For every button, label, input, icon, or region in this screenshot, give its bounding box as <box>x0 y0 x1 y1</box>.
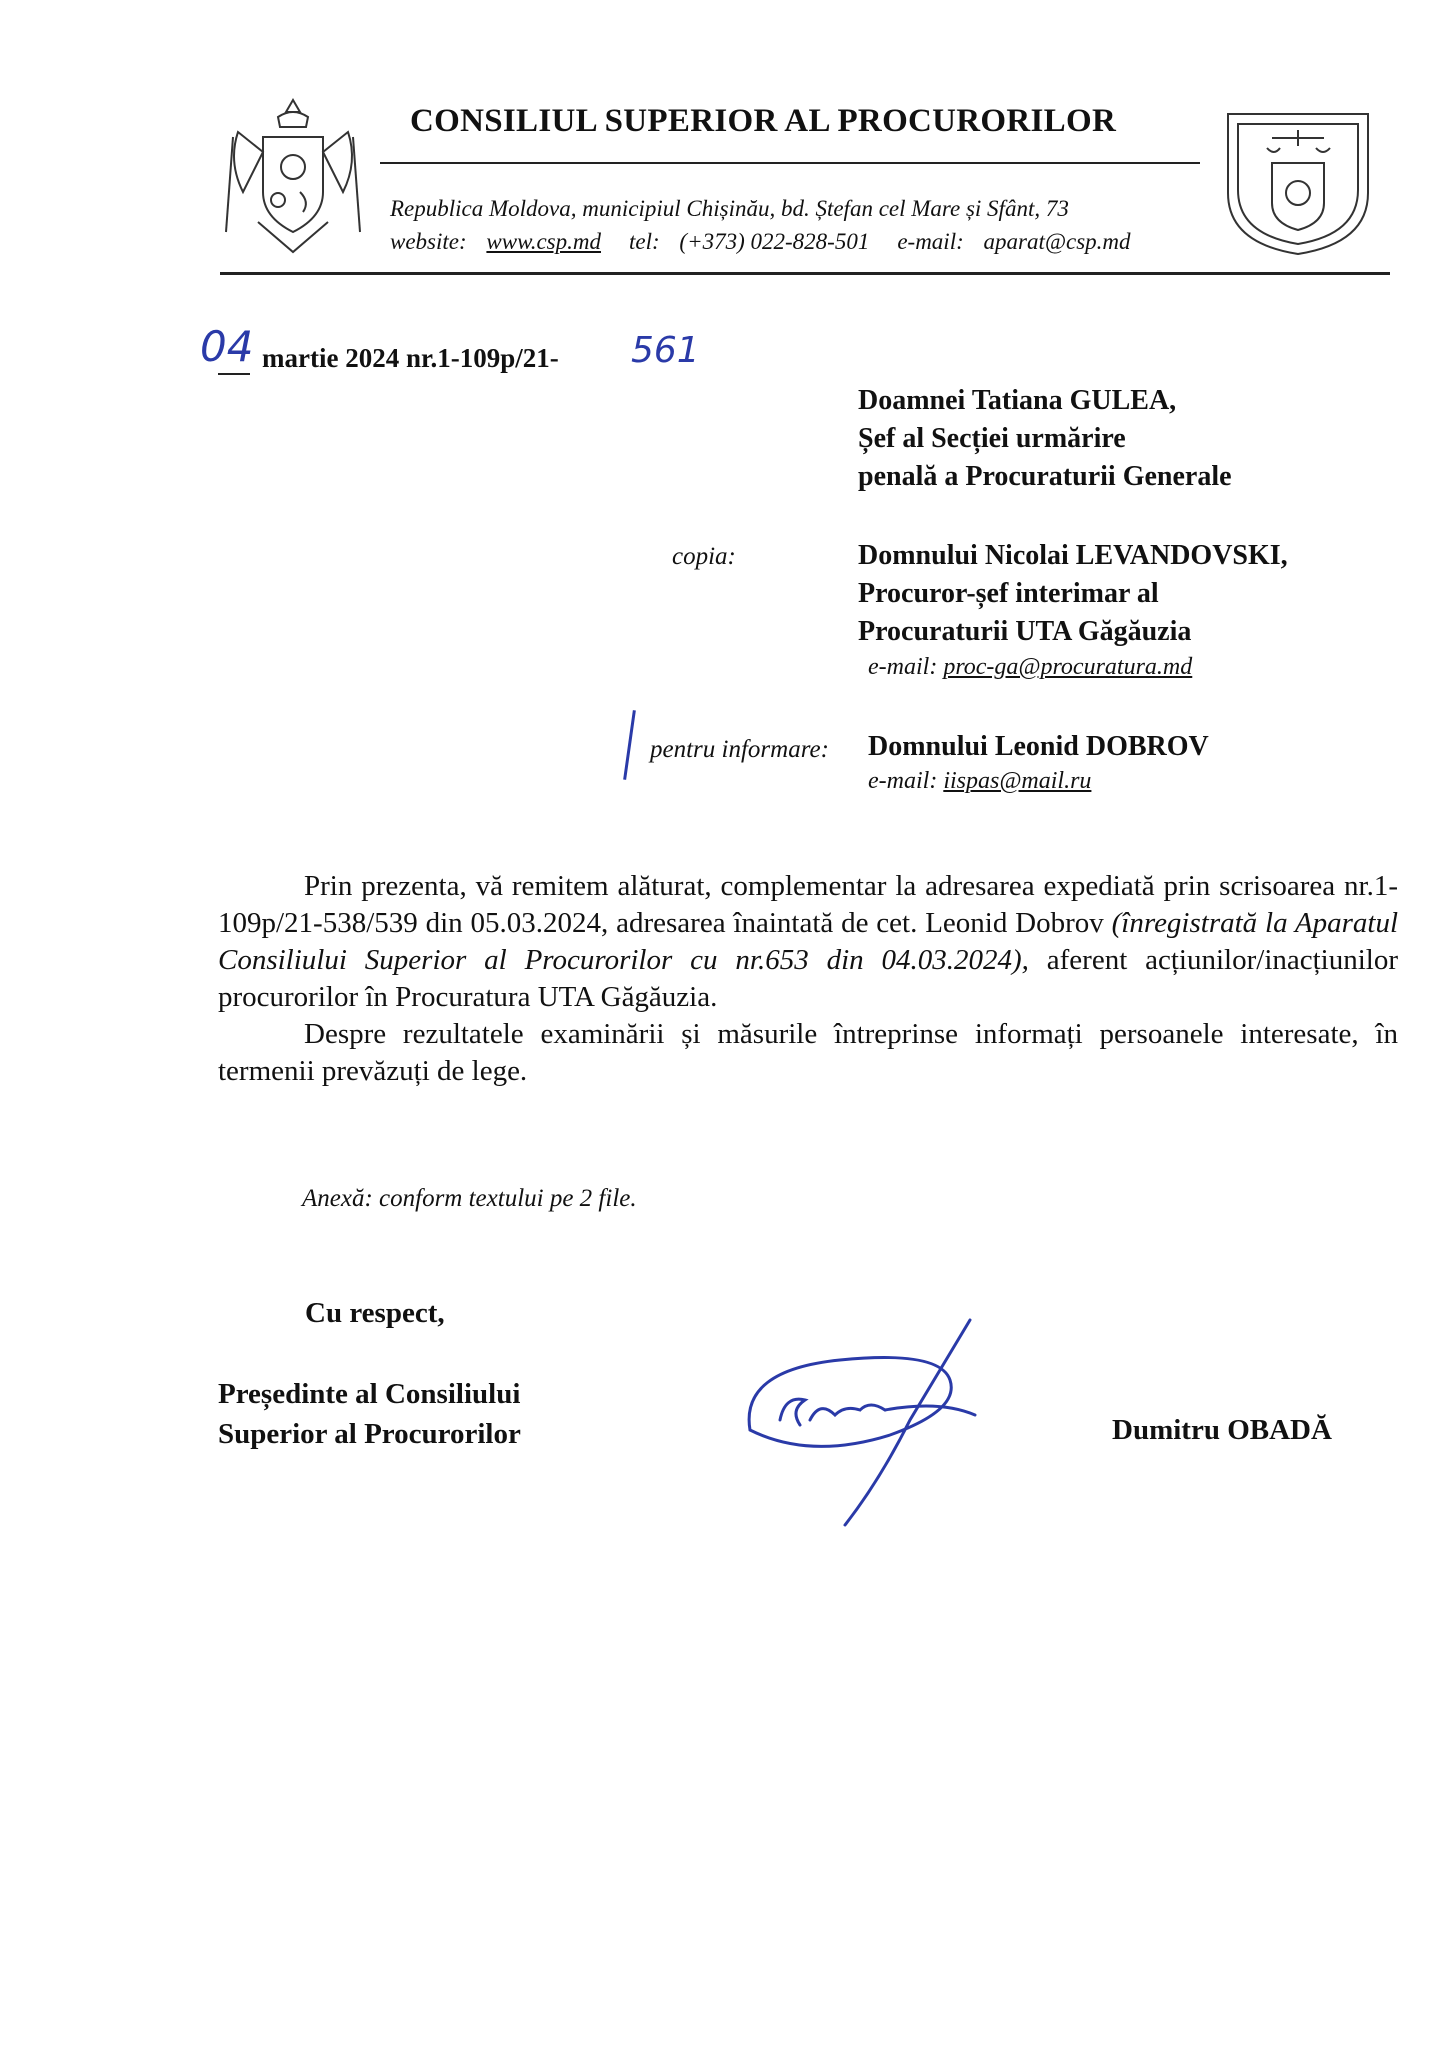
copy-email-address[interactable]: proc-ga@procuratura.md <box>943 654 1193 680</box>
info-email <box>868 768 1091 795</box>
email-address[interactable]: aparat@csp.md <box>983 229 1131 254</box>
copy-line-3: Procuraturii UTA Găgăuzia <box>858 616 1192 647</box>
signatory-title <box>218 1374 521 1454</box>
moldova-coat-of-arms-emblem <box>218 92 368 257</box>
website-label: website: <box>390 229 467 254</box>
copy-email-label: e-mail: <box>868 654 938 680</box>
body-text-b: aferent acțiunilor/inacțiunilor procurorilor în Procuratura UTA Găgăuzia. <box>218 944 1399 1013</box>
recipient-line-3: penală a Procuraturii Generale <box>858 461 1232 492</box>
closing-phrase: Cu respect, <box>305 1297 445 1329</box>
copy-line-1: Domnului Nicolai LEVANDOVSKI, <box>858 540 1288 571</box>
header-bottom-rule <box>220 272 1390 275</box>
copy-line-2: Procuror-șef interimar al <box>858 578 1159 609</box>
info-label: pentru informare: <box>650 736 829 763</box>
body-paragraph-1 <box>218 868 1398 1016</box>
annex-note: Anexă: conform textului pe 2 file. <box>302 1185 637 1212</box>
institution-title: CONSILIUL SUPERIOR AL PROCURORILOR <box>410 103 1117 139</box>
letter-body <box>218 868 1398 1090</box>
date-underline <box>218 373 250 375</box>
tel-number: (+373) 022-828-501 <box>679 229 870 254</box>
handwritten-number: 561 <box>631 330 700 371</box>
signatory-title-line-1: Președinte al Consiliului <box>218 1378 521 1410</box>
body-text-italic: (înregistrată la Aparatul Consiliului Superior al Procurorilor cu nr.653 din 04.03.2024), <box>218 907 1399 976</box>
website-link[interactable]: www.csp.md <box>486 229 601 254</box>
tel-label: tel: <box>629 229 660 254</box>
info-name: Domnului Leonid DOBROV <box>868 731 1209 762</box>
body-paragraph-2: Despre rezultatele examinării și măsurile întreprinse informați persoanele interesate, în termenii prevăzuți de lege. <box>218 1018 1398 1087</box>
institution-address: Republica Moldova, municipiul Chișinău, bd. Ștefan cel Mare și Sfânt, 73 <box>390 196 1069 221</box>
recipient-line-2: Șef al Secției urmărire <box>858 423 1126 454</box>
handwritten-day: 04 <box>200 322 254 371</box>
copy-label: copia: <box>672 543 736 570</box>
email-label: e-mail: <box>897 229 964 254</box>
signatory-name: Dumitru OBADĂ <box>1112 1414 1332 1446</box>
body-text-a: Prin prezenta, vă remitem alăturat, complementar la adresarea expediată prin scrisoarea nr.1-109p/21-538/539 din 05.03.2024, adresarea înaintată de cet. Leonid Dobrov <box>218 870 1398 939</box>
signatory-title-line-2: Superior al Procurorilor <box>218 1418 521 1450</box>
info-email-label: e-mail: <box>868 768 938 794</box>
header-divider <box>380 162 1200 164</box>
info-email-address[interactable]: iispas@mail.ru <box>943 768 1092 794</box>
handwritten-signature <box>710 1310 1000 1530</box>
recipient-line-1: Doamnei Tatiana GULEA, <box>858 385 1177 416</box>
institution-contacts <box>390 229 1159 255</box>
document-reference: martie 2024 nr.1-109p/21- <box>262 343 559 373</box>
handwritten-mark <box>623 710 636 780</box>
copy-email <box>868 654 1192 681</box>
csp-emblem <box>1222 108 1374 258</box>
